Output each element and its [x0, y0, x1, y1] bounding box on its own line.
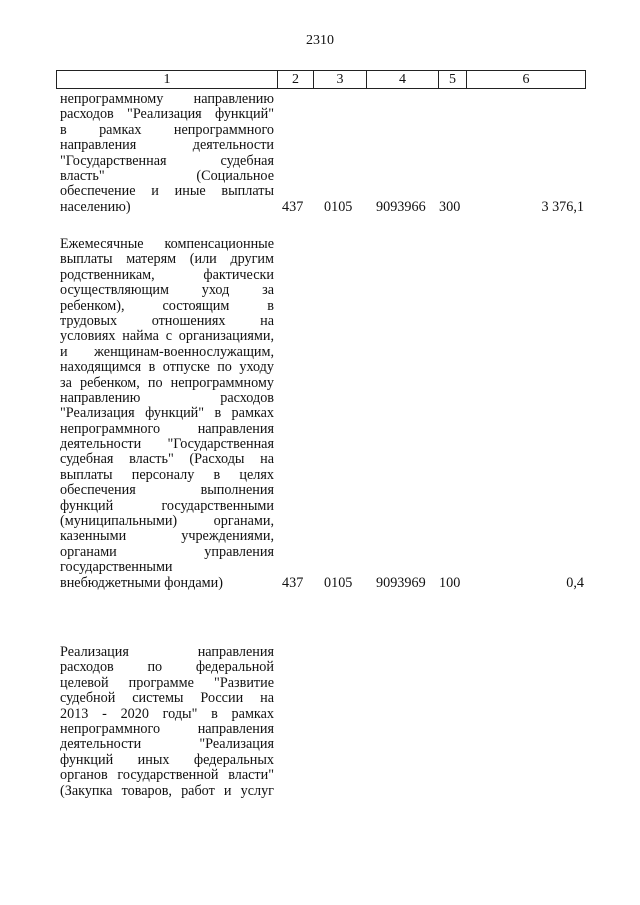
description-line: обеспечения выполнения [60, 482, 274, 499]
description-line: органов государственной власти" [60, 767, 274, 784]
column-header-4: 4 [367, 71, 439, 89]
description-line: органами управления [60, 543, 274, 560]
description-line: направлению расходов [60, 389, 274, 406]
description-line: непрограммного направления [60, 420, 274, 437]
expense-type-code: 300 [439, 198, 461, 215]
column-header-3: 3 [314, 71, 367, 89]
description-line: государственными [60, 559, 173, 576]
description-line: "Реализация функций" в рамках [60, 405, 274, 422]
amount-value: 0,4 [566, 574, 584, 591]
description-line: "Государственная судебная [60, 152, 274, 169]
column-header-row [57, 71, 586, 89]
description-line: ребенком), состоящим в [60, 297, 274, 314]
description-line: обеспечение и иные выплаты [60, 183, 274, 200]
description-line: (Закупка товаров, работ и услуг [60, 782, 274, 799]
description-line: и женщинам-военнослужащим, [60, 343, 274, 360]
description-line: направления деятельности [60, 137, 274, 154]
description-line: трудовых отношениях на [60, 312, 274, 329]
description-line: за ребенком, по непрограммному [60, 374, 274, 391]
amount-value: 3 376,1 [541, 198, 584, 215]
target-article-code: 9093966 [376, 198, 426, 215]
expense-type-code: 100 [439, 574, 461, 591]
row-description [60, 92, 274, 215]
column-header-5: 5 [439, 71, 467, 89]
description-line: Реализация направления [60, 644, 274, 660]
row-description [60, 237, 274, 591]
description-line: судебная власть" (Расходы на [60, 451, 274, 468]
description-line: родственникам, фактически [60, 266, 274, 283]
description-line: непрограммному направлению [60, 91, 274, 107]
description-line: выплаты матерям (или другим [60, 251, 274, 268]
description-line: казенными учреждениями, [60, 528, 274, 545]
description-line: находящимся в отпуске по уходу [60, 359, 274, 376]
column-header-1: 1 [57, 71, 278, 89]
description-line: целевой программе "Развитие [60, 674, 274, 691]
section-code: 0105 [324, 574, 353, 591]
description-line: судебной системы России на [60, 690, 274, 707]
description-line: условиях найма с организациями, [60, 328, 274, 345]
description-line: деятельности "Реализация [60, 736, 274, 753]
description-line: в рамках непрограммного [60, 121, 274, 138]
ministry-code: 437 [282, 198, 304, 215]
description-line: власть" (Социальное [60, 167, 274, 184]
section-code: 0105 [324, 198, 353, 215]
description-line: функций иных федеральных [60, 751, 274, 768]
description-line: деятельности "Государственная [60, 436, 274, 453]
column-header-6: 6 [467, 71, 586, 89]
description-line: непрограммного направления [60, 720, 274, 737]
row-description [60, 645, 274, 799]
description-line: расходов по федеральной [60, 659, 274, 676]
description-line: (муниципальными) органами, [60, 513, 274, 530]
description-line: расходов "Реализация функций" [60, 106, 274, 123]
description-line: осуществляющим уход за [60, 282, 274, 299]
description-line: Ежемесячные компенсационные [60, 236, 274, 252]
ministry-code: 437 [282, 574, 304, 591]
description-line: внебюджетными фондами) [60, 574, 223, 591]
target-article-code: 9093969 [376, 574, 426, 591]
description-line: 2013 - 2020 годы" в рамках [60, 705, 274, 722]
description-line: функций государственными [60, 497, 274, 514]
column-header-table [56, 70, 586, 89]
column-header-2: 2 [278, 71, 314, 89]
page-number: 2310 [306, 33, 334, 48]
description-line: выплаты персоналу в целях [60, 466, 274, 483]
description-line: населению) [60, 198, 131, 215]
